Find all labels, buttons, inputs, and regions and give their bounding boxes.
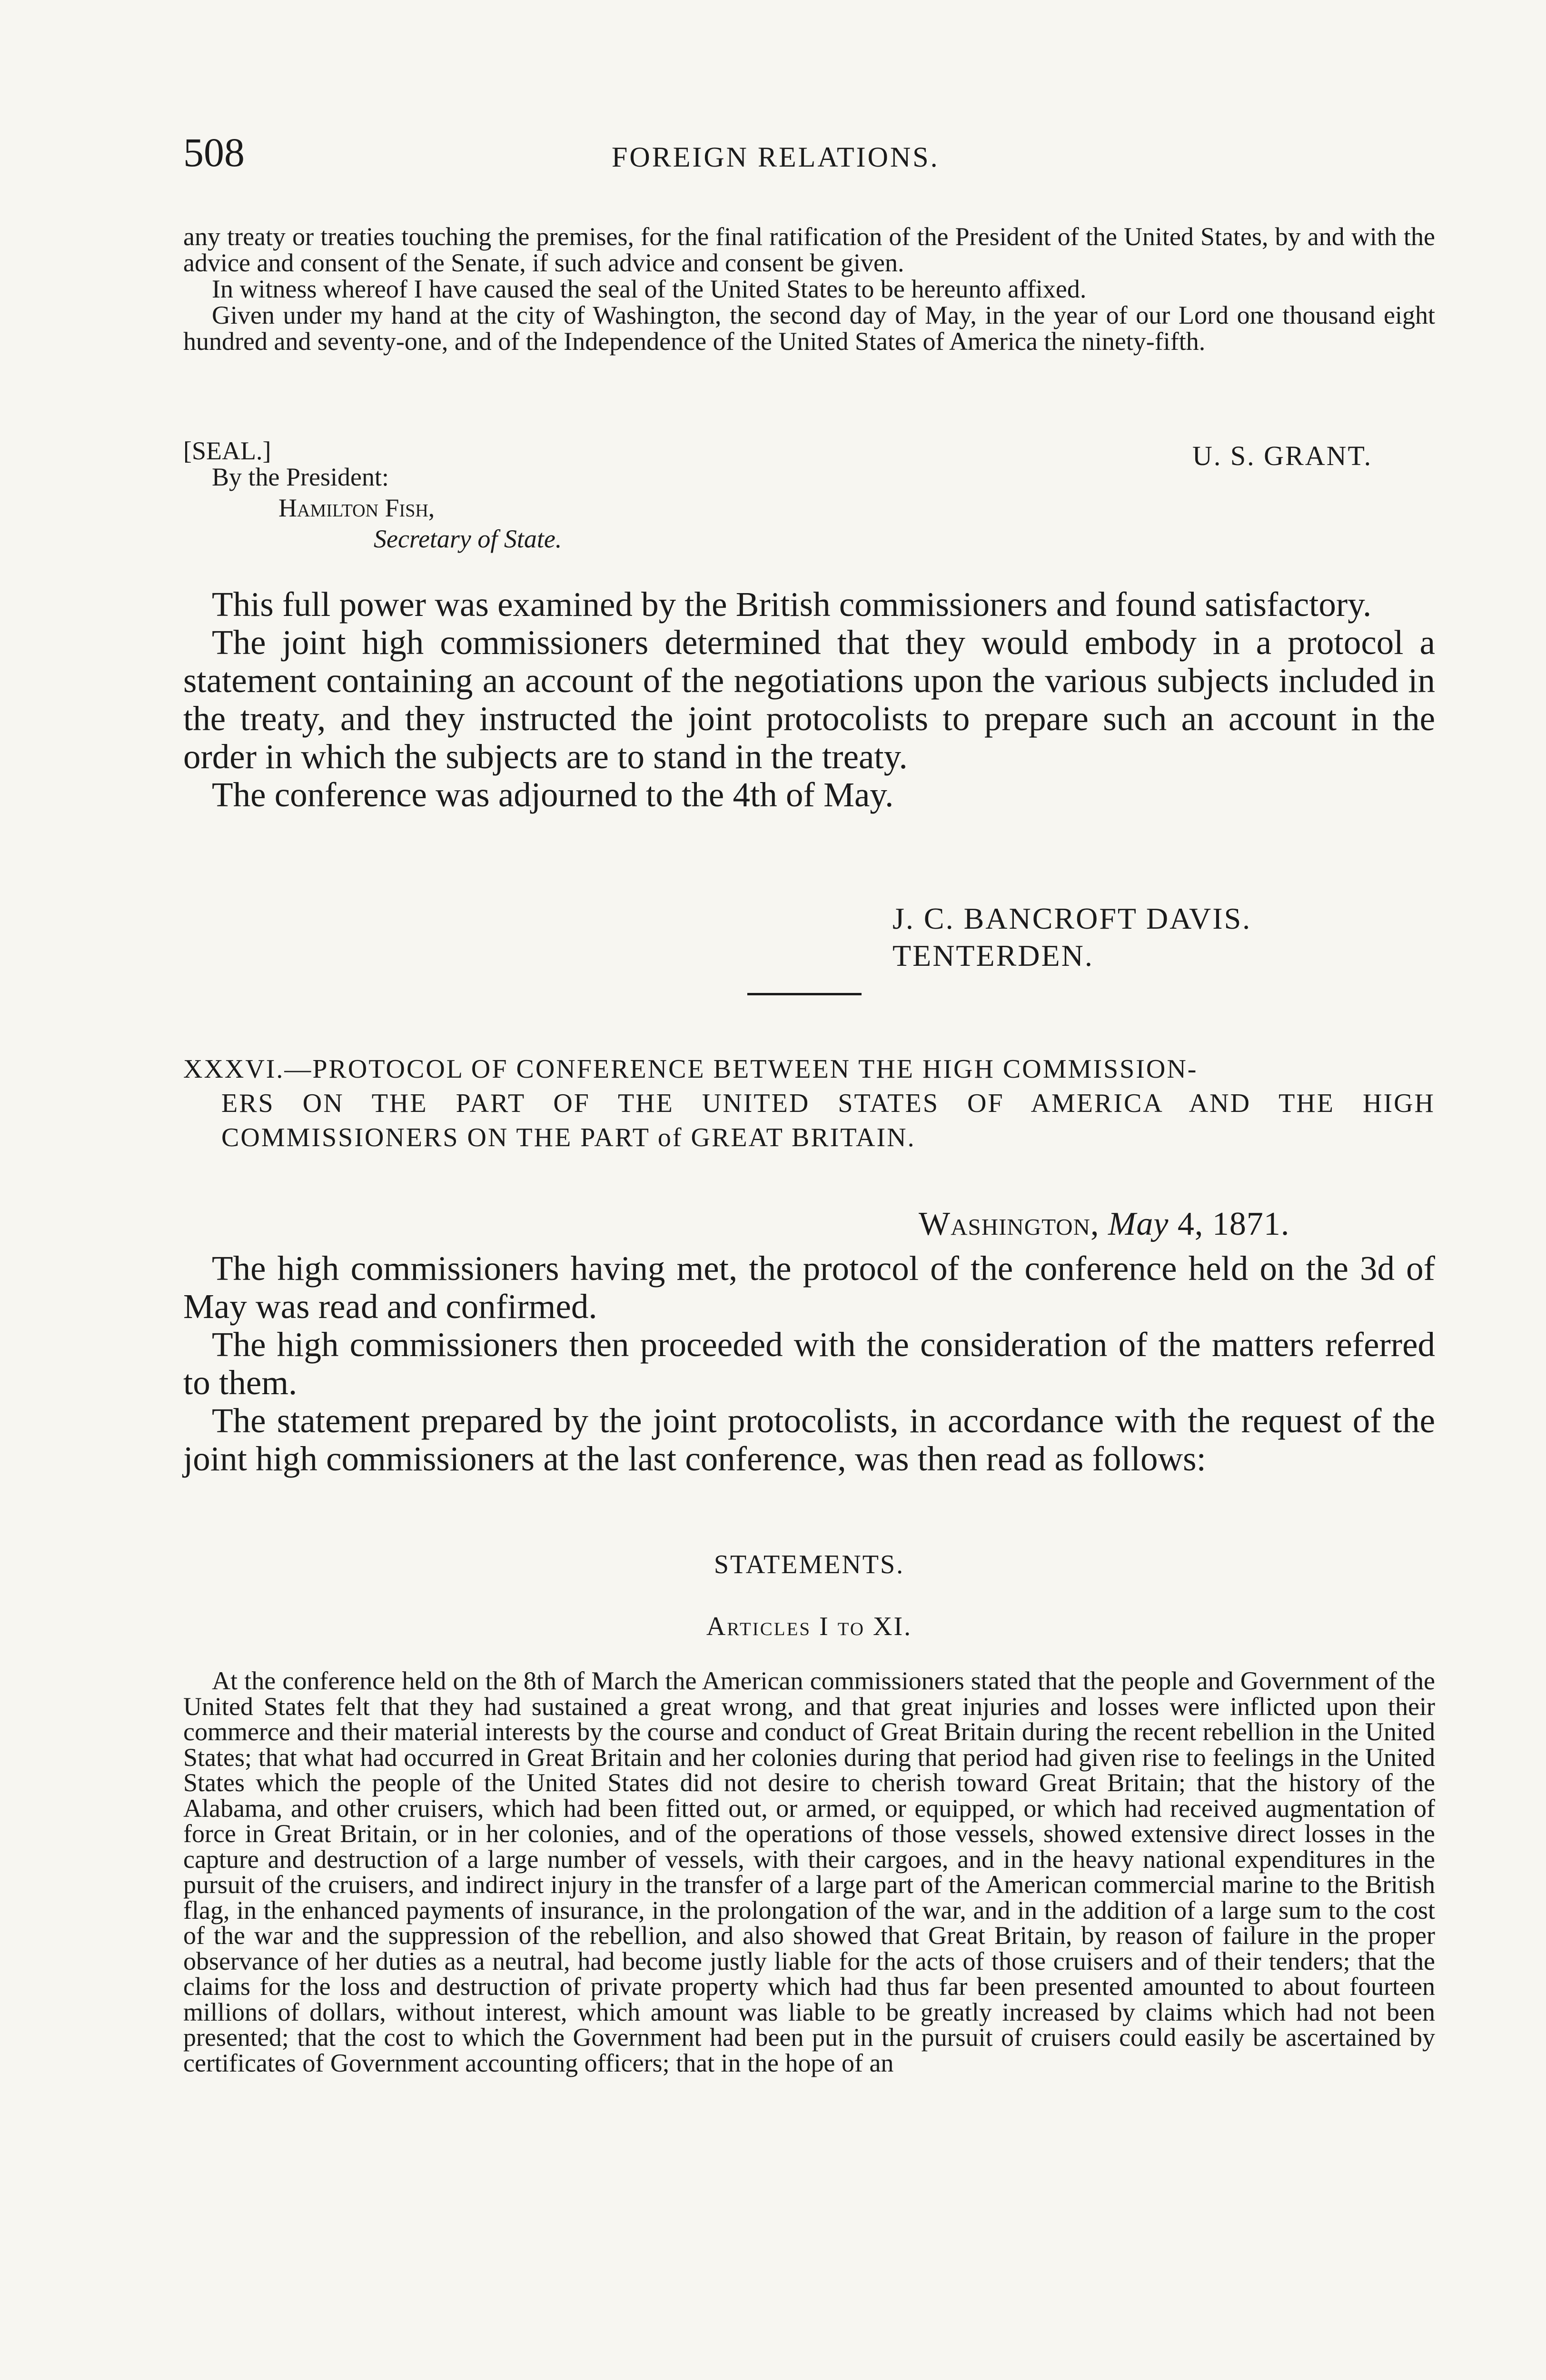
full-power-paragraph: Given under my hand at the city of Washington, the second day of May, in the year of our Lord one thousand eight hundred and seventy-one, and of the Independence of the United States of America the ninety-fifth. [183, 301, 1435, 356]
dateline [919, 1205, 1289, 1243]
secretary-title: Secretary of State. [374, 525, 562, 553]
protocol-paragraph: The high commissioners having met, the protocol of the conference held on the 3d of May was read and confirmed. [183, 1249, 1435, 1326]
statements-subtitle: Articles I to XI. [706, 1612, 912, 1641]
protocol-paragraph: The high commissioners then proceeded with the consideration of the matters referred to them. [183, 1325, 1435, 1402]
running-title: FOREIGN RELATIONS. [612, 141, 940, 173]
statements-body [183, 1668, 1435, 2076]
protocol-paragraph: The statement prepared by the joint protocolists, in accordance with the request of the joint high commissioners at the last conference, was then read as follows: [183, 1401, 1435, 1478]
full-power-paragraph: In witness whereof I have caused the seal of the United States to be hereunto affixed. [212, 275, 1087, 303]
protocol-heading-rest: ERS ON THE PART OF THE UNITED STATES OF AMERICA AND THE HIGH COMMISSIONERS ON THE PART of GREAT BRITAIN. [221, 1089, 1435, 1152]
statements-title: STATEMENTS. [714, 1550, 905, 1579]
signer-name: U. S. GRANT. [1192, 440, 1373, 471]
full-power-paragraph: any treaty or treaties touching the premises, for the final ratification of the President of the United States, by and with the advice and consent of the Senate, if such advice and consent be given. [183, 222, 1435, 277]
dateline-month: May [1108, 1206, 1169, 1242]
page-number: 508 [183, 129, 245, 175]
document-page [183, 0, 1435, 2380]
signature-davis: J. C. BANCROFT DAVIS. [892, 902, 1252, 935]
protocol-end-text [183, 585, 1435, 814]
section-divider [747, 993, 862, 995]
by-the-president: By the President: [212, 463, 389, 491]
full-power-text [183, 224, 1435, 355]
dateline-place: Washington, [919, 1206, 1100, 1242]
dateline-day-year: 4, 1871. [1177, 1206, 1290, 1242]
statements-paragraph: At the conference held on the 8th of March the American commissioners stated that the people and Government of the United States felt that they had sustained a great wrong, and that great injuries and losses were inflicted upon their commerce and their material interests by the course and conduct of Great Britain during the recent rebellion in the United States; that what had occurred in Great Britain and her colonies during that period had given rise to feelings in the United States which the people of the United States did not desire to cherish toward Great Britain; that the history of the Alabama, and other cruisers, which had been fitted out, or armed, or equipped, or which had received augmentation of force in Great Britain, or in her colonies, and of the operations of those vessels, showed extensive direct losses in the capture and destruction of a large number of vessels, with their cargoes, and in the heavy national expenditures in the pursuit of the cruisers, and indirect injury in the transfer of a large part of the American commercial marine to the British flag, in the enhanced payments of insurance, in the prolongation of the war, and in the addition of a large sum to the cost of the war and the suppression of the rebellion, and also showed that Great Britain, by reason of failure in the proper observance of her duties as a neutral, had become justly liable for the acts of those cruisers and of their tenders; that the claims for the loss and destruction of private property which had thus far been presented amounted to about fourteen millions of dollars, without interest, which amount was liable to be greatly increased by claims which had not been presented; that the cost to which the Government had been put in the pursuit of cruisers could easily be ascertained by certificates of Government accounting officers; that in the hope of an [183, 1666, 1435, 2077]
protocol-heading-line-1: XXXVI.—PROTOCOL OF CONFERENCE BETWEEN THE HIGH COMMISSION- [183, 1054, 1198, 1084]
secretary-name: Hamilton Fish, [278, 494, 435, 522]
protocol-paragraph: This full power was examined by the British commissioners and found satisfactory. [212, 585, 1372, 624]
protocol-paragraph: The joint high commissioners determined that they would embody in a protocol a statement containing an account of the negotiations upon the various subjects included in the treaty, and they instructed the joint protocolists to prepare such an account in the order in which the subjects are to stand in the treaty. [183, 623, 1435, 776]
protocol-heading [183, 1052, 1435, 1155]
protocol-paragraph: The conference was adjourned to the 4th of May. [212, 775, 894, 814]
protocol-xxxvi-text [183, 1250, 1435, 1478]
seal-mark: [SEAL.] [183, 436, 271, 465]
signature-tenterden: TENTERDEN. [892, 939, 1094, 972]
